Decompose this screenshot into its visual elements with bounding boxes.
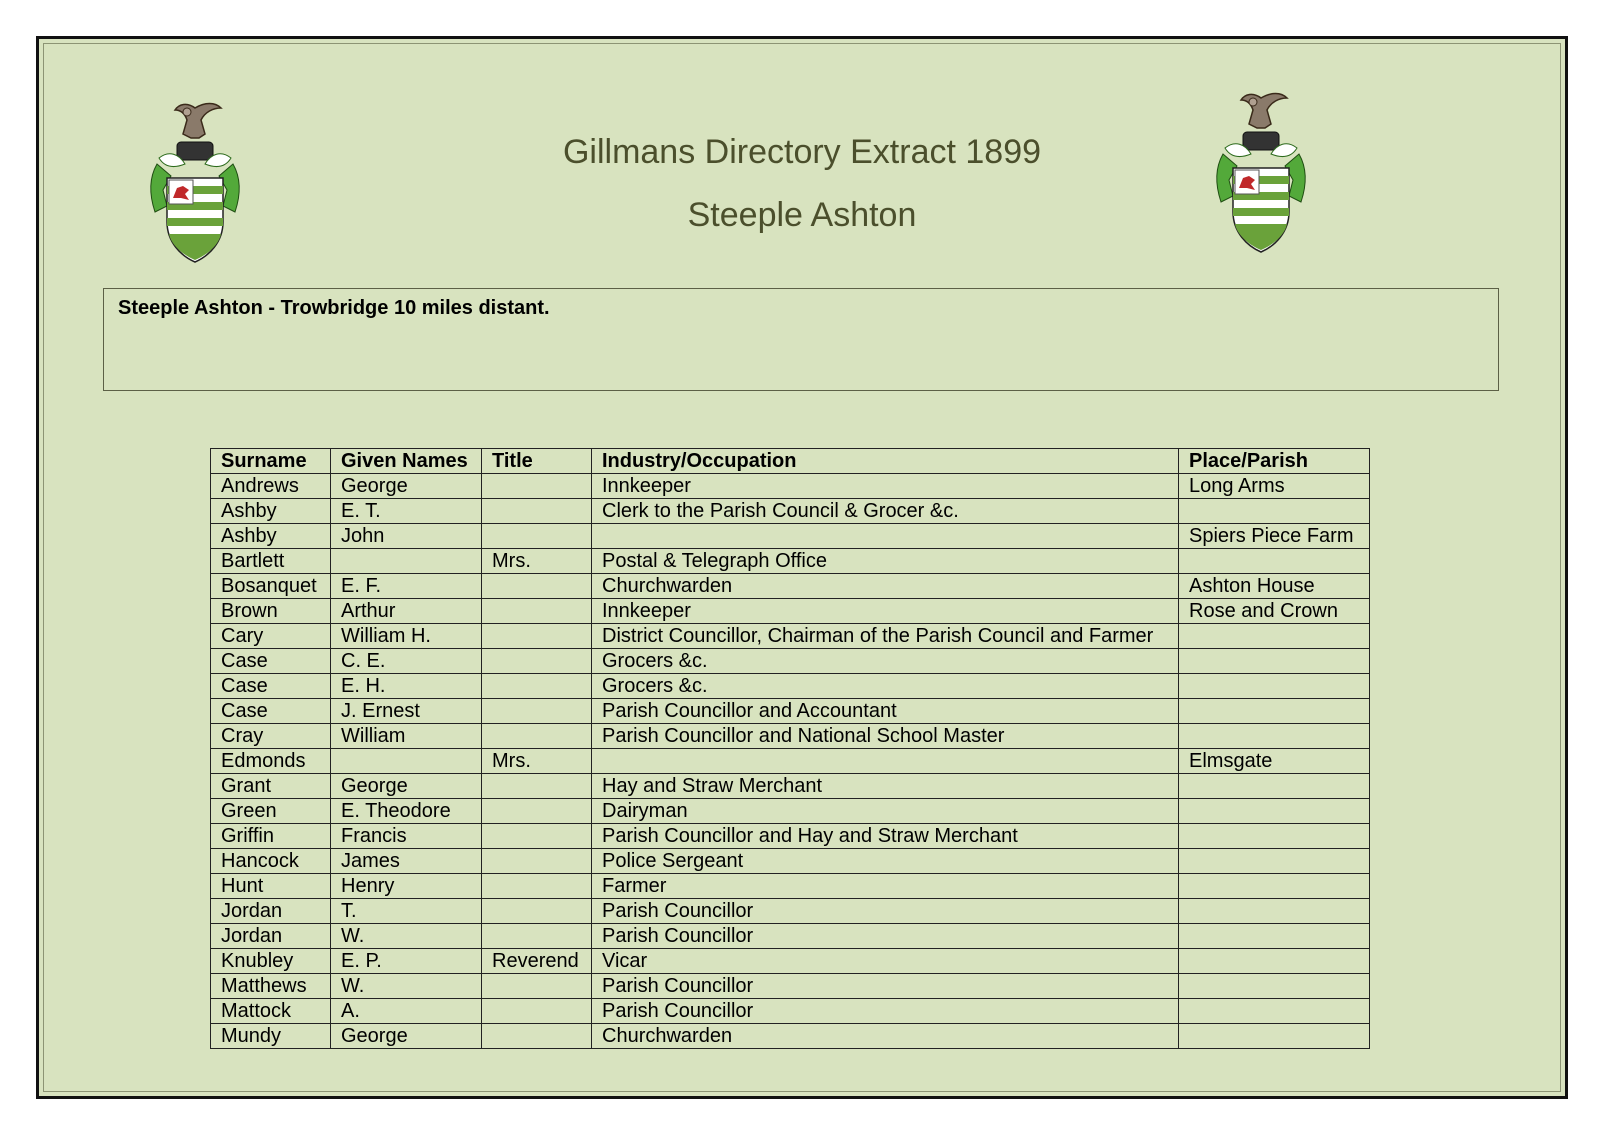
cell-surname: Green <box>211 799 331 824</box>
cell-given-names: E. F. <box>331 574 482 599</box>
cell-title <box>482 699 592 724</box>
cell-occupation: Churchwarden <box>592 1024 1179 1049</box>
cell-place <box>1179 824 1370 849</box>
cell-place <box>1179 499 1370 524</box>
cell-given-names: E. P. <box>331 949 482 974</box>
cell-title <box>482 1024 592 1049</box>
cell-occupation: Grocers &c. <box>592 674 1179 699</box>
page-title: Gillmans Directory Extract 1899 <box>562 133 1042 171</box>
intro-text: Steeple Ashton - Trowbridge 10 miles distant. <box>118 297 550 319</box>
cell-title <box>482 774 592 799</box>
cell-place: Rose and Crown <box>1179 599 1370 624</box>
table-header-row <box>211 449 1370 474</box>
cell-place <box>1179 649 1370 674</box>
cell-given-names: W. <box>331 924 482 949</box>
cell-place <box>1179 849 1370 874</box>
cell-surname: Cray <box>211 724 331 749</box>
cell-place <box>1179 899 1370 924</box>
cell-title <box>482 599 592 624</box>
cell-title <box>482 574 592 599</box>
table-row <box>211 874 1370 899</box>
cell-given-names: John <box>331 524 482 549</box>
cell-occupation: Parish Councillor <box>592 924 1179 949</box>
cell-occupation: Grocers &c. <box>592 649 1179 674</box>
cell-surname: Brown <box>211 599 331 624</box>
page-frame <box>36 36 1568 1099</box>
cell-occupation: Postal & Telegraph Office <box>592 549 1179 574</box>
cell-title <box>482 899 592 924</box>
cell-occupation: Churchwarden <box>592 574 1179 599</box>
cell-title <box>482 824 592 849</box>
cell-given-names: Francis <box>331 824 482 849</box>
cell-place <box>1179 699 1370 724</box>
table-row <box>211 624 1370 649</box>
cell-title <box>482 624 592 649</box>
cell-occupation: Parish Councillor and Hay and Straw Merchant <box>592 824 1179 849</box>
cell-surname: Edmonds <box>211 749 331 774</box>
cell-surname: Cary <box>211 624 331 649</box>
cell-place <box>1179 924 1370 949</box>
cell-place: Spiers Piece Farm <box>1179 524 1370 549</box>
table-row <box>211 824 1370 849</box>
cell-occupation: Innkeeper <box>592 474 1179 499</box>
table-row <box>211 749 1370 774</box>
table-row <box>211 649 1370 674</box>
cell-place: Elmsgate <box>1179 749 1370 774</box>
cell-place <box>1179 999 1370 1024</box>
cell-title: Reverend <box>482 949 592 974</box>
cell-occupation: Vicar <box>592 949 1179 974</box>
column-header-given-names: Given Names <box>331 449 482 474</box>
cell-place <box>1179 549 1370 574</box>
cell-occupation: Parish Councillor <box>592 899 1179 924</box>
cell-surname: Bartlett <box>211 549 331 574</box>
table-row <box>211 574 1370 599</box>
cell-given-names: William <box>331 724 482 749</box>
cell-surname: Ashby <box>211 499 331 524</box>
cell-place <box>1179 624 1370 649</box>
cell-place: Ashton House <box>1179 574 1370 599</box>
table-row <box>211 974 1370 999</box>
cell-given-names: George <box>331 774 482 799</box>
cell-title <box>482 799 592 824</box>
cell-given-names: C. E. <box>331 649 482 674</box>
cell-surname: Grant <box>211 774 331 799</box>
table-row <box>211 774 1370 799</box>
cell-place <box>1179 674 1370 699</box>
cell-surname: Jordan <box>211 899 331 924</box>
cell-title <box>482 524 592 549</box>
cell-place <box>1179 799 1370 824</box>
cell-given-names: George <box>331 1024 482 1049</box>
cell-title <box>482 924 592 949</box>
cell-surname: Hancock <box>211 849 331 874</box>
cell-surname: Jordan <box>211 924 331 949</box>
cell-title <box>482 649 592 674</box>
cell-occupation: Parish Councillor and Accountant <box>592 699 1179 724</box>
cell-occupation: Farmer <box>592 874 1179 899</box>
directory-table <box>210 448 1370 1049</box>
page-subtitle: Steeple Ashton <box>687 196 917 234</box>
coat-of-arms-icon <box>139 94 251 266</box>
cell-title <box>482 999 592 1024</box>
cell-surname: Griffin <box>211 824 331 849</box>
cell-place <box>1179 774 1370 799</box>
cell-surname: Hunt <box>211 874 331 899</box>
column-header-place: Place/Parish <box>1179 449 1370 474</box>
cell-occupation <box>592 749 1179 774</box>
cell-occupation: Hay and Straw Merchant <box>592 774 1179 799</box>
column-header-title: Title <box>482 449 592 474</box>
cell-given-names: E. H. <box>331 674 482 699</box>
cell-surname: Matthews <box>211 974 331 999</box>
cell-surname: Knubley <box>211 949 331 974</box>
cell-occupation: District Councillor, Chairman of the Parish Council and Farmer <box>592 624 1179 649</box>
cell-surname: Mattock <box>211 999 331 1024</box>
cell-given-names: T. <box>331 899 482 924</box>
cell-occupation: Parish Councillor <box>592 999 1179 1024</box>
cell-given-names <box>331 749 482 774</box>
cell-given-names: William H. <box>331 624 482 649</box>
table-row <box>211 899 1370 924</box>
cell-given-names: A. <box>331 999 482 1024</box>
cell-given-names: Henry <box>331 874 482 899</box>
cell-surname: Case <box>211 674 331 699</box>
cell-occupation: Parish Councillor <box>592 974 1179 999</box>
cell-title <box>482 724 592 749</box>
cell-given-names: E. Theodore <box>331 799 482 824</box>
column-header-surname: Surname <box>211 449 331 474</box>
cell-title <box>482 874 592 899</box>
cell-given-names: J. Ernest <box>331 699 482 724</box>
cell-place <box>1179 974 1370 999</box>
table-row <box>211 699 1370 724</box>
cell-occupation: Police Sergeant <box>592 849 1179 874</box>
cell-occupation: Dairyman <box>592 799 1179 824</box>
cell-surname: Mundy <box>211 1024 331 1049</box>
cell-given-names: E. T. <box>331 499 482 524</box>
cell-given-names <box>331 549 482 574</box>
table-row <box>211 799 1370 824</box>
table-row <box>211 999 1370 1024</box>
table-row <box>211 549 1370 574</box>
table-row <box>211 499 1370 524</box>
table-row <box>211 524 1370 549</box>
table-body <box>211 474 1370 1049</box>
cell-title <box>482 474 592 499</box>
cell-title <box>482 499 592 524</box>
cell-given-names: James <box>331 849 482 874</box>
table-row <box>211 599 1370 624</box>
cell-place <box>1179 724 1370 749</box>
table-row <box>211 849 1370 874</box>
cell-title <box>482 974 592 999</box>
cell-title <box>482 849 592 874</box>
table-row <box>211 924 1370 949</box>
cell-given-names: Arthur <box>331 599 482 624</box>
cell-given-names: W. <box>331 974 482 999</box>
cell-given-names: George <box>331 474 482 499</box>
table-row <box>211 674 1370 699</box>
cell-title: Mrs. <box>482 549 592 574</box>
cell-place <box>1179 874 1370 899</box>
cell-surname: Andrews <box>211 474 331 499</box>
cell-title: Mrs. <box>482 749 592 774</box>
cell-occupation <box>592 524 1179 549</box>
table-row <box>211 474 1370 499</box>
cell-place <box>1179 1024 1370 1049</box>
cell-place: Long Arms <box>1179 474 1370 499</box>
table-row <box>211 1024 1370 1049</box>
column-header-occupation: Industry/Occupation <box>592 449 1179 474</box>
cell-title <box>482 674 592 699</box>
cell-occupation: Innkeeper <box>592 599 1179 624</box>
cell-place <box>1179 949 1370 974</box>
table-row <box>211 949 1370 974</box>
cell-surname: Case <box>211 699 331 724</box>
cell-occupation: Parish Councillor and National School Master <box>592 724 1179 749</box>
table-row <box>211 724 1370 749</box>
intro-box <box>103 288 1499 391</box>
cell-occupation: Clerk to the Parish Council & Grocer &c. <box>592 499 1179 524</box>
cell-surname: Case <box>211 649 331 674</box>
cell-surname: Bosanquet <box>211 574 331 599</box>
cell-surname: Ashby <box>211 524 331 549</box>
